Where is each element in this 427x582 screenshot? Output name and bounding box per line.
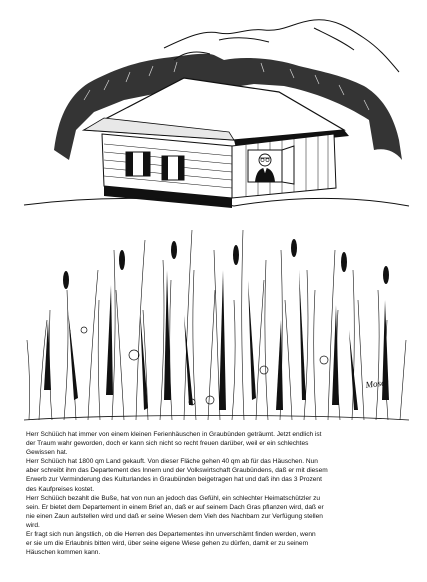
caption-line: des Kaufpreises kostet. [26, 485, 95, 493]
caption-line: er sie um die Erlaubnis bitten wird, über seine eigene Wiese gehen zu dürfen, damit er zu seinem [26, 540, 309, 548]
caption-line: der Traum wahr geworden, doch er kann sich nicht so recht freuen darüber, weil er ein schlechtes [26, 440, 309, 448]
caption-line: nie einen Zaun aufstellen wird und daß er seine Wiesen dem Vieh des Nachbarn zur Verfügung stellen [26, 512, 323, 520]
caption-text [26, 430, 410, 557]
caption-line: Häuschen kommen kann. [26, 549, 101, 557]
caption-line: aber schreibt ihm das Departement des Innern und der Volkswirtschaft Graubündens, daß er mit diesem [26, 467, 328, 475]
caption-paragraph [26, 430, 410, 457]
caption-line: Herr Schüüch bezahlt die Buße, hat von nun an jedoch das Gefühl, ein schlechter Heimatschützler zu [26, 494, 321, 502]
caption-line: Herr Schüüch hat 1800 qm Land gekauft. Von dieser Fläche gehen 40 qm ab für das Häuschen. Nun [26, 458, 318, 466]
artist-signature: Moser [364, 376, 390, 390]
caption-line: sein. Er bietet dem Departement in einem Brief an, daß er auf seinem Dach Gras pflanzen wird, daß er [26, 503, 324, 511]
caption-line: wird. [26, 521, 40, 529]
caption-paragraph [26, 494, 410, 530]
caption-line: Erwerb zur Verminderung des Kulturlandes in Graubünden beigetragen hat und daß ihn das 3 Prozent [26, 476, 322, 484]
caption-line: Er fragt sich nun ängstlich, ob die Herren des Departementes ihn unverschämt finden werden, wenn [26, 531, 316, 539]
grass-field [24, 198, 409, 420]
caption-paragraph [26, 457, 410, 493]
caption-line: Gewissen hat. [26, 449, 68, 457]
cartoon-illustration [14, 0, 414, 425]
house-window-man [248, 146, 294, 184]
caption-line: Herr Schüüch hat immer von einem kleinen Ferienhäuschen in Graubünden geträumt. Jetzt endlich ist [26, 431, 322, 438]
caption-paragraph [26, 530, 410, 557]
